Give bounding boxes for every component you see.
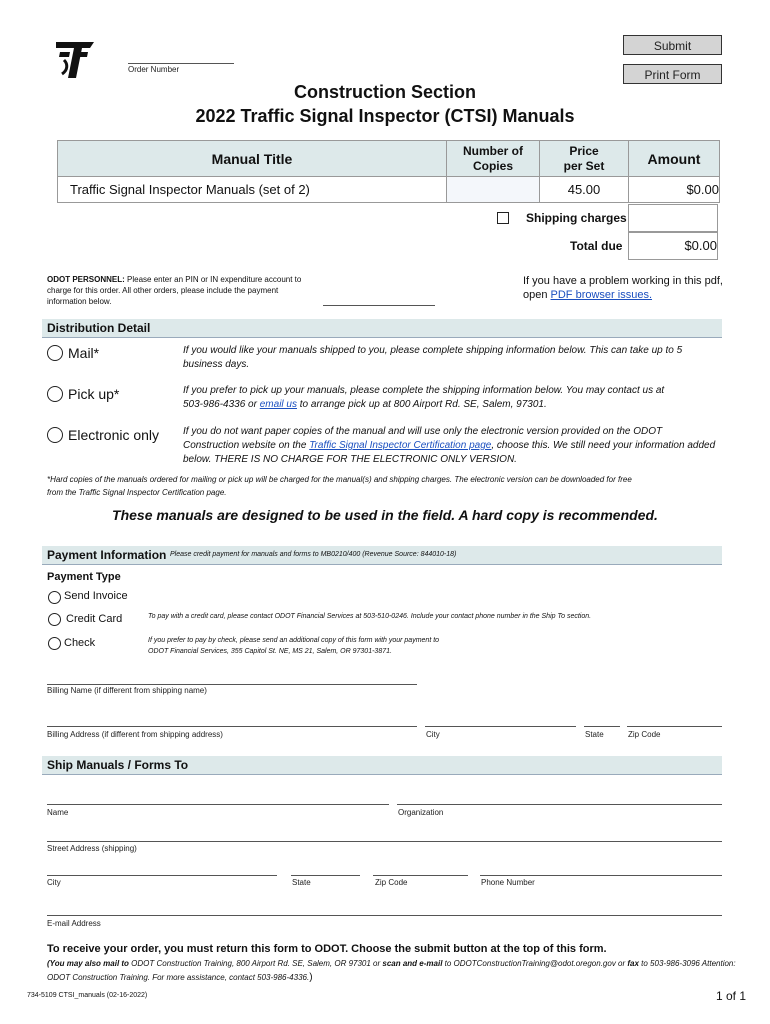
print-form-button[interactable]: Print Form: [623, 64, 722, 84]
mail-alt-2: ODOT Construction Training. For more assistance, contact 503-986-4336.: [47, 973, 310, 982]
certification-page-link[interactable]: Traffic Signal Inspector Certification page: [309, 440, 492, 451]
hard-copy-recommendation: These manuals are designed to be used in the field. A hard copy is recommended.: [112, 507, 658, 523]
pdf-problem-note: [523, 274, 723, 302]
payment-type-label: Payment Type: [47, 571, 121, 583]
billing-zip-field[interactable]: [627, 726, 722, 727]
col-price: [540, 141, 629, 177]
check-text: [148, 635, 439, 657]
mail-text-1: If you would like your manuals shipped to you, please complete shipping information below. This can take up to 5: [183, 345, 683, 356]
return-instruction: To receive your order, you must return this form to ODOT. Choose the submit button at the top of this form.: [47, 943, 607, 955]
pdf-note-line1: If you have a problem working in this pdf,: [523, 275, 723, 287]
billing-name-label: Billing Name (if different from shipping name): [47, 686, 207, 695]
send-invoice-label: Send Invoice: [64, 590, 128, 602]
ship-to-heading: Ship Manuals / Forms To: [47, 758, 189, 772]
billing-state-label: State: [585, 730, 604, 739]
ship-email-field[interactable]: [47, 915, 722, 916]
odot-note-line3: information below.: [47, 297, 112, 306]
distribution-detail-heading: Distribution Detail: [47, 321, 151, 335]
send-invoice-radio[interactable]: [48, 591, 61, 604]
billing-address-label: Billing Address (if different from shipping address): [47, 730, 223, 739]
ship-email-label: E-mail Address: [47, 919, 101, 928]
electronic-text-1: If you do not want paper copies of the manual and will use only the electronic version provided on the ODOT: [183, 426, 663, 437]
hard-copy-footnote: [47, 473, 727, 499]
mail-alternatives: [47, 957, 737, 985]
row-price: 45.00: [540, 177, 629, 203]
pin-account-field[interactable]: [323, 305, 435, 306]
odot-personnel-note: [47, 274, 317, 307]
ship-city-field[interactable]: [47, 875, 277, 876]
col-copies-line1: Number of: [463, 143, 523, 158]
page-number: 1 of 1: [716, 989, 747, 1003]
ship-zip-field[interactable]: [373, 875, 468, 876]
order-number-label: Order Number: [128, 65, 180, 74]
page-title-line2: 2022 Traffic Signal Inspector (CTSI) Manuals: [195, 106, 575, 126]
mail-alt-1d: scan and e-mail: [382, 959, 443, 968]
check-radio[interactable]: [48, 637, 61, 650]
ship-phone-label: Phone Number: [481, 878, 535, 887]
ship-organization-label: Organization: [398, 808, 444, 817]
pickup-text-2b: to arrange pick up at 800 Airport Rd. SE, Salem, 97301.: [296, 399, 547, 410]
submit-button[interactable]: Submit: [623, 35, 722, 55]
order-number-field[interactable]: [128, 63, 234, 64]
copies-input[interactable]: [447, 177, 540, 203]
pickup-description: [183, 384, 664, 412]
row-manual-title: Traffic Signal Inspector Manuals (set of 2): [58, 177, 447, 203]
mail-alt-1b: ODOT Construction Training, 800 Airport Rd. SE, Salem, OR 97301: [131, 959, 371, 968]
ship-street-label: Street Address (shipping): [47, 844, 137, 853]
shipping-checkbox[interactable]: [497, 212, 509, 224]
electronic-text-2b: , choose this. We still need your information added: [491, 440, 716, 451]
electronic-text-2a: Construction website on the: [183, 440, 310, 451]
odot-note-line2: charge for this order. All other orders, please include the payment: [47, 286, 279, 295]
mail-alt-1f: fax: [627, 959, 639, 968]
ship-state-label: State: [292, 878, 311, 887]
payment-information-heading: Payment Information: [47, 548, 167, 562]
ship-name-field[interactable]: [47, 804, 389, 805]
shipping-charges-field[interactable]: [628, 204, 718, 232]
pickup-label: Pick up*: [68, 386, 120, 402]
ship-city-label: City: [47, 878, 61, 887]
payment-information-subheading: Please credit payment for manuals and forms to MB0210/400 (Revenue Source: 844010-18): [170, 551, 457, 558]
mail-alt-1c: or: [370, 959, 383, 968]
footnote-line2: from the Traffic Signal Inspector Certification page.: [47, 488, 227, 497]
order-table: [57, 140, 720, 203]
pdf-note-prefix: open: [523, 289, 551, 301]
pdf-browser-issues-link[interactable]: PDF browser issues.: [550, 289, 653, 301]
pickup-text-1: If you prefer to pick up your manuals, please complete the shipping information below. You may contact us at: [183, 385, 665, 396]
shipping-charges-label: Shipping charges: [526, 211, 627, 225]
mail-label: Mail*: [68, 345, 100, 361]
col-price-line2: per Set: [563, 158, 605, 173]
check-text-1: If you prefer to pay by check, please send an additional copy of this form with your payment to: [148, 637, 440, 644]
mail-alt-1g: to 503-986-3096 Attention:: [638, 959, 736, 968]
billing-address-field[interactable]: [47, 726, 417, 727]
mail-alt-1e: to ODOTConstructionTraining@odot.oregon.gov or: [442, 959, 628, 968]
total-due-label: Total due: [570, 239, 623, 253]
mail-text-2: business days.: [183, 359, 250, 370]
form-number: 734-5109 CTSI_manuals (02-16-2022): [27, 992, 148, 999]
col-number-copies: [447, 141, 540, 177]
electronic-only-radio[interactable]: [47, 427, 63, 443]
mail-alt-2-end: ): [309, 972, 313, 983]
electronic-text-3: below. THERE IS NO CHARGE FOR THE ELECTRONIC ONLY VERSION.: [183, 454, 517, 465]
odot-personnel-bold: ODOT PERSONNEL:: [47, 275, 125, 284]
credit-card-label: Credit Card: [66, 613, 123, 625]
odot-note-line1: Please enter an PIN or IN expenditure account to: [124, 275, 302, 284]
ship-street-field[interactable]: [47, 841, 722, 842]
col-copies-line2: Copies: [472, 158, 513, 173]
distribution-detail-header: [42, 319, 722, 338]
col-manual-title: Manual Title: [58, 141, 447, 177]
billing-city-field[interactable]: [425, 726, 576, 727]
check-label: Check: [64, 637, 96, 649]
mail-description: [183, 344, 682, 372]
row-amount: $0.00: [629, 177, 720, 203]
billing-state-field[interactable]: [584, 726, 620, 727]
ship-phone-field[interactable]: [480, 875, 722, 876]
ship-to-header: [42, 756, 722, 775]
credit-card-radio[interactable]: [48, 613, 61, 626]
ship-organization-field[interactable]: [397, 804, 722, 805]
col-amount: Amount: [629, 141, 720, 177]
payment-information-header: [42, 546, 722, 565]
billing-city-label: City: [426, 730, 440, 739]
ship-name-label: Name: [47, 808, 69, 817]
footnote-line1: *Hard copies of the manuals ordered for mailing or pick up will be charged for the manual(s) and shipping charges. The electronic version can be downloaded for free: [47, 475, 632, 484]
col-price-line1: Price: [569, 143, 599, 158]
electronic-only-label: Electronic only: [68, 427, 160, 443]
page-title-line1: Construction Section: [293, 82, 476, 102]
pickup-radio[interactable]: [47, 386, 63, 402]
odot-logo: [54, 40, 98, 80]
pickup-text-2a: 503-986-4336 or: [183, 399, 260, 410]
billing-zip-label: Zip Code: [628, 730, 661, 739]
billing-name-field[interactable]: [47, 684, 417, 685]
email-us-link[interactable]: email us: [259, 399, 297, 410]
check-text-2: ODOT Financial Services, 355 Capitol St. NE, MS 21, Salem, OR 97301-3871.: [148, 648, 392, 655]
total-due-value: $0.00: [628, 232, 718, 260]
ship-zip-label: Zip Code: [375, 878, 408, 887]
credit-card-text: To pay with a credit card, please contact ODOT Financial Services at 503-510-0246. Include your contact phone number in the Ship To section.: [148, 613, 592, 620]
ship-state-field[interactable]: [291, 875, 360, 876]
mail-alt-1a: (You may also mail to: [47, 959, 132, 968]
electronic-description: [183, 425, 715, 467]
mail-radio[interactable]: [47, 345, 63, 361]
